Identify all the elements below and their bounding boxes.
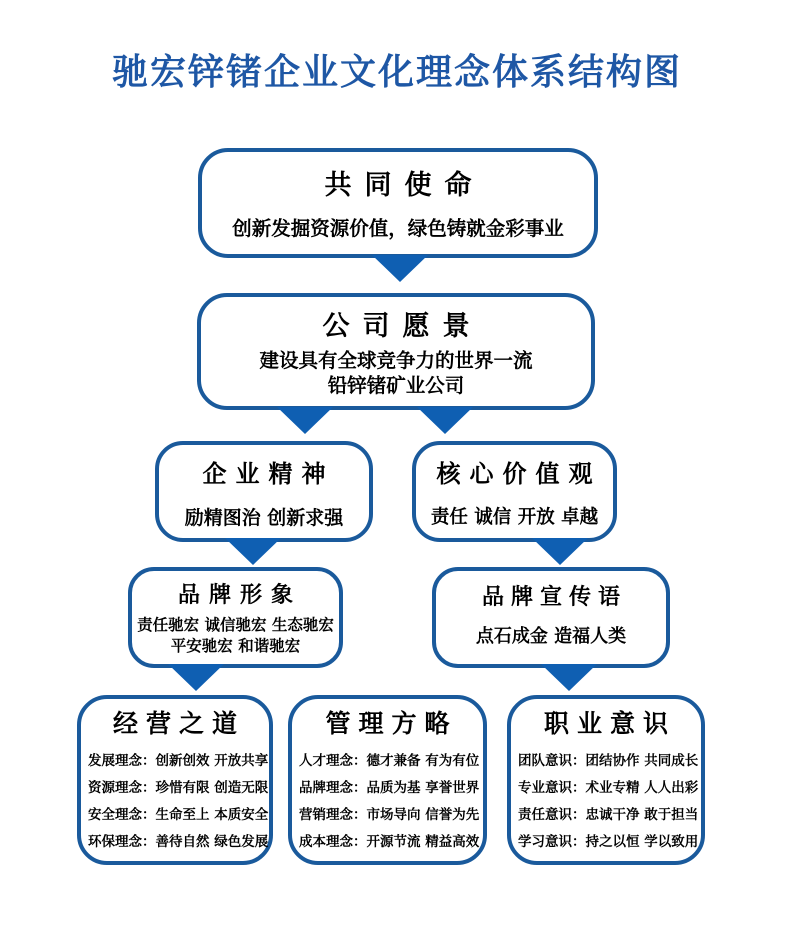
box-shared-mission: [198, 148, 598, 258]
concept-item: 营销理念：市场导向 信誉为先: [299, 806, 480, 823]
concept-list: [81, 748, 269, 856]
concept-item: 品牌理念：品质为基 享誉世界: [299, 779, 480, 796]
concept-item: 人才理念：德才兼备 有为有位: [299, 752, 480, 769]
concept-list: [511, 748, 701, 856]
box-core-values: [412, 441, 617, 542]
box-body-line: 责任驰宏 诚信驰宏 生态驰宏: [137, 616, 334, 635]
box-body-line: 点石成金 造福人类: [475, 626, 627, 648]
box-heading: 管理方略: [325, 709, 458, 738]
concept-item: 环保理念：善待自然 绿色发展: [88, 833, 269, 850]
concept-item: 责任意识：忠诚干净 敢于担当: [518, 806, 699, 823]
arrow-down-icon: [541, 664, 597, 691]
box-body-line: 铅锌锗矿业公司: [327, 374, 465, 398]
box-heading: 核心价值观: [436, 460, 602, 488]
box-body-line: 励精图治 创新求强: [184, 506, 344, 529]
concept-item: 学习意识：持之以恒 学以致用: [518, 833, 699, 850]
box-body-line: 责任 诚信 开放 卓越: [430, 506, 599, 528]
concept-item: 专业意识：术业专精 人人出彩: [518, 779, 699, 796]
box-management-strategy: [288, 695, 487, 865]
concept-item: 发展理念：创新创效 开放共享: [88, 752, 269, 769]
box-heading: 品牌形象: [177, 583, 302, 608]
box-enterprise-spirit: [155, 441, 373, 542]
box-heading: 职业意识: [543, 709, 676, 738]
box-body-line: 平安驰宏 和谐驰宏: [170, 637, 301, 656]
concept-item: 团队意识：团结协作 共同成长: [518, 752, 699, 769]
arrow-down-icon: [532, 538, 588, 565]
box-heading: 品牌宣传语: [481, 585, 627, 610]
arrow-down-icon: [277, 407, 333, 434]
concept-item: 资源理念：珍惜有限 创造无限: [88, 779, 269, 796]
arrow-down-icon: [417, 407, 473, 434]
box-brand-image: [128, 567, 343, 668]
box-heading: 共同使命: [324, 170, 485, 201]
box-body-line: 创新发掘资源价值，绿色铸就金彩事业: [232, 217, 564, 241]
box-company-vision: [197, 293, 595, 410]
box-heading: 企业精神: [202, 460, 335, 488]
arrow-down-icon: [372, 255, 428, 282]
concept-item: 成本理念：开源节流 精益高效: [299, 833, 480, 850]
box-professional-awareness: [507, 695, 705, 865]
box-body-line: 建设具有全球竞争力的世界一流: [259, 349, 533, 373]
box-heading: 公司愿景: [322, 311, 483, 342]
arrow-down-icon: [168, 664, 224, 691]
box-heading: 经营之道: [112, 709, 245, 738]
concept-item: 安全理念：生命至上 本质安全: [88, 806, 269, 823]
box-brand-slogan: [432, 567, 670, 668]
arrow-down-icon: [225, 538, 281, 565]
concept-list: [292, 748, 483, 856]
box-business-way: [77, 695, 273, 865]
diagram-title: 驰宏锌锗企业文化理念体系结构图: [111, 52, 682, 93]
